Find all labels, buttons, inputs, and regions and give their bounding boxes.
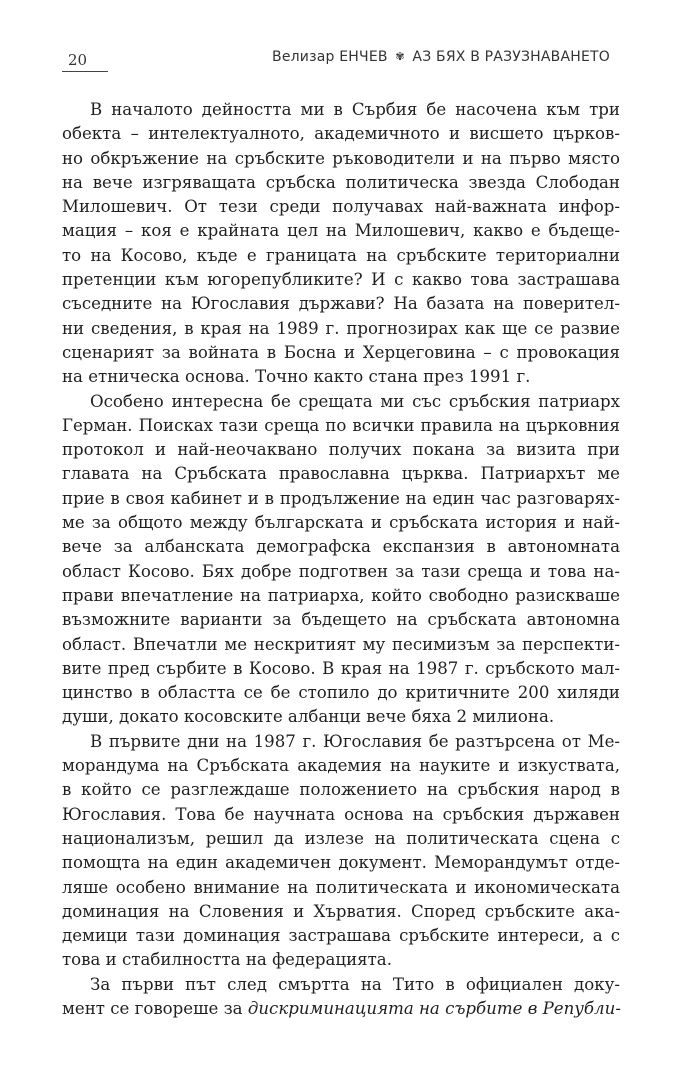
- text-line: [62, 365, 620, 389]
- text-line-content: души, докато косовските албанци вече бяха 2 милиона.: [62, 707, 555, 727]
- flower-ornament-icon: ✾: [395, 50, 405, 63]
- text-line: [62, 244, 620, 268]
- text-line: [62, 487, 620, 511]
- text-line-content: главата на Сръбската православна църква. Патриархът ме: [62, 464, 620, 484]
- text-line-content: За първи път след смъртта на Тито в официален доку-: [90, 974, 620, 994]
- text-line-content: възможните варианти за бъдещето на сръбската автономна: [62, 610, 620, 630]
- text-line-content: доминация на Словения и Хърватия. Според сръбските ака-: [62, 901, 620, 921]
- text-line: [62, 633, 620, 657]
- text-line: [62, 438, 620, 462]
- text-line: [62, 948, 620, 972]
- text-line: [62, 317, 620, 341]
- text-line: [62, 705, 620, 729]
- text-line: [62, 997, 620, 1021]
- text-line: [62, 657, 620, 681]
- text-line: [62, 851, 620, 875]
- text-line: [62, 924, 620, 948]
- text-line: [62, 122, 620, 146]
- text-line-content: демици тази доминация застрашава сръбските интереси, а с: [62, 926, 620, 946]
- text-line-content: мация – коя е крайната цел на Милошевич, какво е бъдеще-: [62, 221, 620, 241]
- text-line: [62, 608, 620, 632]
- page-number: 20: [68, 51, 88, 69]
- text-line-content: ме за общото между българската и сръбската история и най-: [62, 513, 620, 533]
- text-line: [62, 147, 620, 171]
- text-line: [62, 462, 620, 486]
- text-line-content: помощта на един академичен документ. Меморандумът отде-: [62, 853, 620, 873]
- text-line-content: ни сведения, в края на 1989 г. прогнозирах как ще се развие: [62, 318, 620, 338]
- body-text: [62, 98, 620, 1021]
- text-line-content: на етническа основа. Точно както стана през 1991 г.: [62, 367, 531, 387]
- text-line-content: прие в своя кабинет и в продължение на един час разговарях-: [62, 488, 620, 508]
- text-line-content: това и стабилността на федерацията.: [62, 950, 392, 970]
- text-line: [62, 390, 620, 414]
- text-line: [62, 414, 620, 438]
- text-line-content: прави впечатление на патриарха, който свободно разискваше: [62, 585, 620, 605]
- text-line: [62, 195, 620, 219]
- text-line-content: национализъм, решил да излезе на политическата сцена с: [62, 828, 620, 848]
- text-line-content: сценарият за войната в Босна и Херцеговина – с провокация: [62, 342, 620, 362]
- text-line: [62, 292, 620, 316]
- text-line: [62, 876, 620, 900]
- text-line-content: претенции към югорепубликите? И с какво това застрашава: [62, 270, 620, 290]
- text-line-content: ляше особено внимание на политическата и икономическата: [62, 877, 620, 897]
- author-name: Велизар ЕНЧЕВ: [272, 49, 388, 65]
- text-line: [62, 730, 620, 754]
- text-line: [62, 560, 620, 584]
- text-line-content: обекта – интелектуалното, академичното и висшето църков-: [62, 124, 620, 144]
- text-line-content: то на Косово, къде е границата на сръбските териториални: [62, 245, 620, 265]
- text-line: [62, 584, 620, 608]
- text-line-content: но обкръжение на сръбските ръководители и на първо място: [62, 148, 620, 168]
- text-line-content: цинство в областта се бе стопило до критичните 200 хиляди: [62, 683, 620, 703]
- text-line-content: Югославия. Това бе научната основа на сръбския държавен: [62, 804, 620, 824]
- text-line: [62, 900, 620, 924]
- text-line-content: морандума на Сръбската академия на науките и изкуствата,: [62, 756, 620, 776]
- page-number-rule: [62, 71, 108, 72]
- text-line-content: В първите дни на 1987 г. Югославия бе разтърсена от Ме-: [90, 731, 620, 751]
- text-line: [62, 973, 620, 997]
- text-line: [62, 98, 620, 122]
- text-line-content: съседните на Югославия държави? На базата на поверител-: [62, 294, 620, 314]
- text-line: [62, 268, 620, 292]
- text-line-content: вече за албанската демографска експанзия в автономната: [62, 537, 620, 557]
- text-line-content: Герман. Поисках тази среща по всички правила на църковния: [62, 415, 620, 435]
- text-line: [62, 803, 620, 827]
- text-line: [62, 219, 620, 243]
- text-line-content: Особено интересна бе срещата ми със сръбския патриарх: [90, 391, 620, 411]
- running-head: [272, 49, 610, 65]
- book-title: АЗ БЯХ В РАЗУЗНАВАНЕТО: [412, 49, 610, 65]
- text-line: [62, 778, 620, 802]
- text-line-content: протокол и най-неочаквано получих покана за визита при: [62, 440, 620, 460]
- text-line: [62, 171, 620, 195]
- text-line-content: област Косово. Бях добре подготвен за тази среща и това на-: [62, 561, 620, 581]
- text-line-content: в който се разглеждаше положението на сръбския народ в: [62, 780, 620, 800]
- text-line-content: на вече изгряващата сръбска политическа звезда Слободан: [62, 172, 620, 192]
- page-header: [0, 0, 700, 90]
- text-line-content: област. Впечатли ме нескритият му песимизъм за перспекти-: [62, 634, 620, 654]
- text-line-content: Милошевич. От тези среди получавах най-важната инфор-: [62, 197, 620, 217]
- text-line-content: вите пред сърбите в Косово. В края на 1987 г. сръбското мал-: [62, 658, 620, 678]
- text-line-content: мент се говореше за: [62, 998, 248, 1018]
- text-line-content: В началото дейността ми в Сърбия бе насочена към три: [90, 100, 620, 119]
- text-line: [62, 511, 620, 535]
- text-line: [62, 754, 620, 778]
- text-line: [62, 681, 620, 705]
- text-line: [62, 535, 620, 559]
- text-line: [62, 341, 620, 365]
- italic-text: дискриминацията на сърбите в Републи-: [247, 998, 621, 1018]
- text-line: [62, 827, 620, 851]
